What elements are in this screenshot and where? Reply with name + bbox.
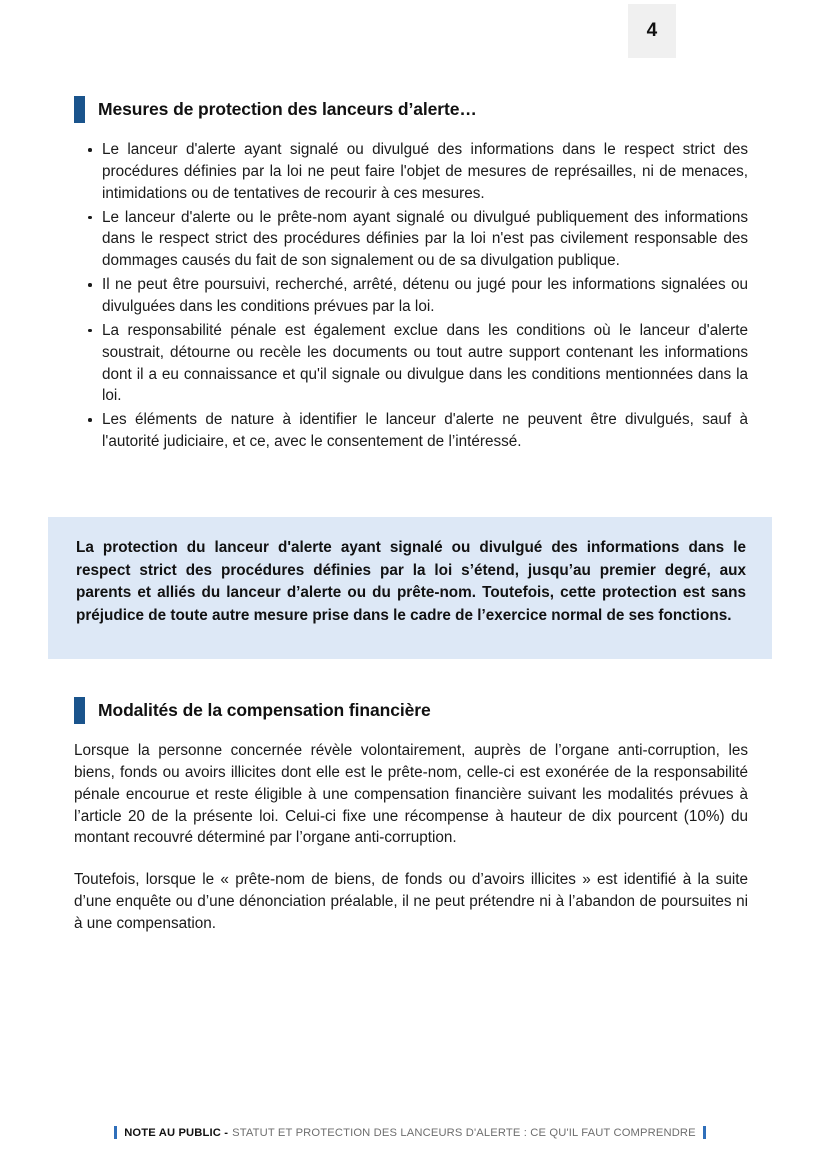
section-heading-protection [74, 96, 748, 123]
section-financial-compensation [74, 697, 748, 935]
list-item: Le lanceur d'alerte ou le prête-nom ayant signalé ou divulgué publiquement des informations dans le respect strict des procédures définies par la loi n'est pas civilement responsable des dommages causés du fait de son signalement ou de sa divulgation publique. [74, 207, 748, 273]
footer-title: NOTE AU PUBLIC - [124, 1126, 229, 1139]
page-footer [0, 1126, 820, 1139]
list-item: Les éléments de nature à identifier le lanceur d'alerte ne peuvent être divulgués, sauf à l'autorité judiciaire, et ce, avec le consentement de l’intéressé. [74, 409, 748, 453]
body-paragraph: Toutefois, lorsque le « prête-nom de biens, de fonds ou d’avoirs illicites » est identifié à la suite d’une enquête ou d’une dénonciation préalable, il ne peut prétendre ni à l’abandon de poursuites ni à une compensation. [74, 871, 748, 933]
section-heading-text: Mesures de protection des lanceurs d’alerte… [98, 98, 477, 119]
heading-bar-icon [74, 697, 85, 724]
section-heading-text: Modalités de la compensation financière [98, 699, 431, 720]
list-item: Il ne peut être poursuivi, recherché, arrêté, détenu ou jugé pour les informations signalées ou divulguées dans les conditions prévues par la loi. [74, 274, 748, 318]
footer-text-group [124, 1127, 696, 1139]
page-number-text: 4 [646, 20, 658, 41]
body-paragraph: Lorsque la personne concernée révèle volontairement, auprès de l’organe anti-corruption, les biens, fonds ou avoirs illicites dont elle est le prête-nom, celle-ci est exonérée de la responsabilité pénale encourue et reste éligible à une compensation financière suivant les modalités prévues à l’article 20 de la présente loi. Celui-ci fixe une récompense à hauteur de dix pourcent (10%) du montant recouvré déterminé par l’organe anti-corruption. [74, 742, 748, 847]
list-item: Le lanceur d'alerte ayant signalé ou divulgué des informations dans le respect strict des procédures définies par la loi ne peut faire l'objet de mesures de représailles, ni de menaces, intimidations ou de tentatives de recourir à ces mesures. [74, 139, 748, 205]
page-number-badge [628, 4, 676, 58]
footer-subtitle: STATUT ET PROTECTION DES LANCEURS D'ALERTE : CE QU'IL FAUT COMPRENDRE [232, 1126, 696, 1139]
footer-bar-right-icon [703, 1126, 707, 1139]
list-item: La responsabilité pénale est également exclue dans les conditions où le lanceur d'alerte soustrait, détourne ou recèle les documents ou tout autre support contenant les informations dont il a eu connaissance et qu'il signale ou divulgue dans les conditions mentionnées dans la loi. [74, 320, 748, 407]
protection-measures-list [74, 139, 748, 453]
callout-box [48, 517, 772, 659]
footer-bar-left-icon [114, 1126, 118, 1139]
section-heading-compensation [74, 697, 748, 724]
heading-bar-icon [74, 96, 85, 123]
section-protection-measures [74, 96, 748, 455]
callout-text: La protection du lanceur d'alerte ayant signalé ou divulgué des informations dans le respect strict des procédures définies par la loi s’étend, jusqu’au premier degré, aux parents et alliés du lanceur d’alerte ou du prête-nom. Toutefois, cette protection est sans préjudice de toute autre mesure prise dans le cadre de l’exercice normal de ses fonctions. [76, 539, 746, 624]
